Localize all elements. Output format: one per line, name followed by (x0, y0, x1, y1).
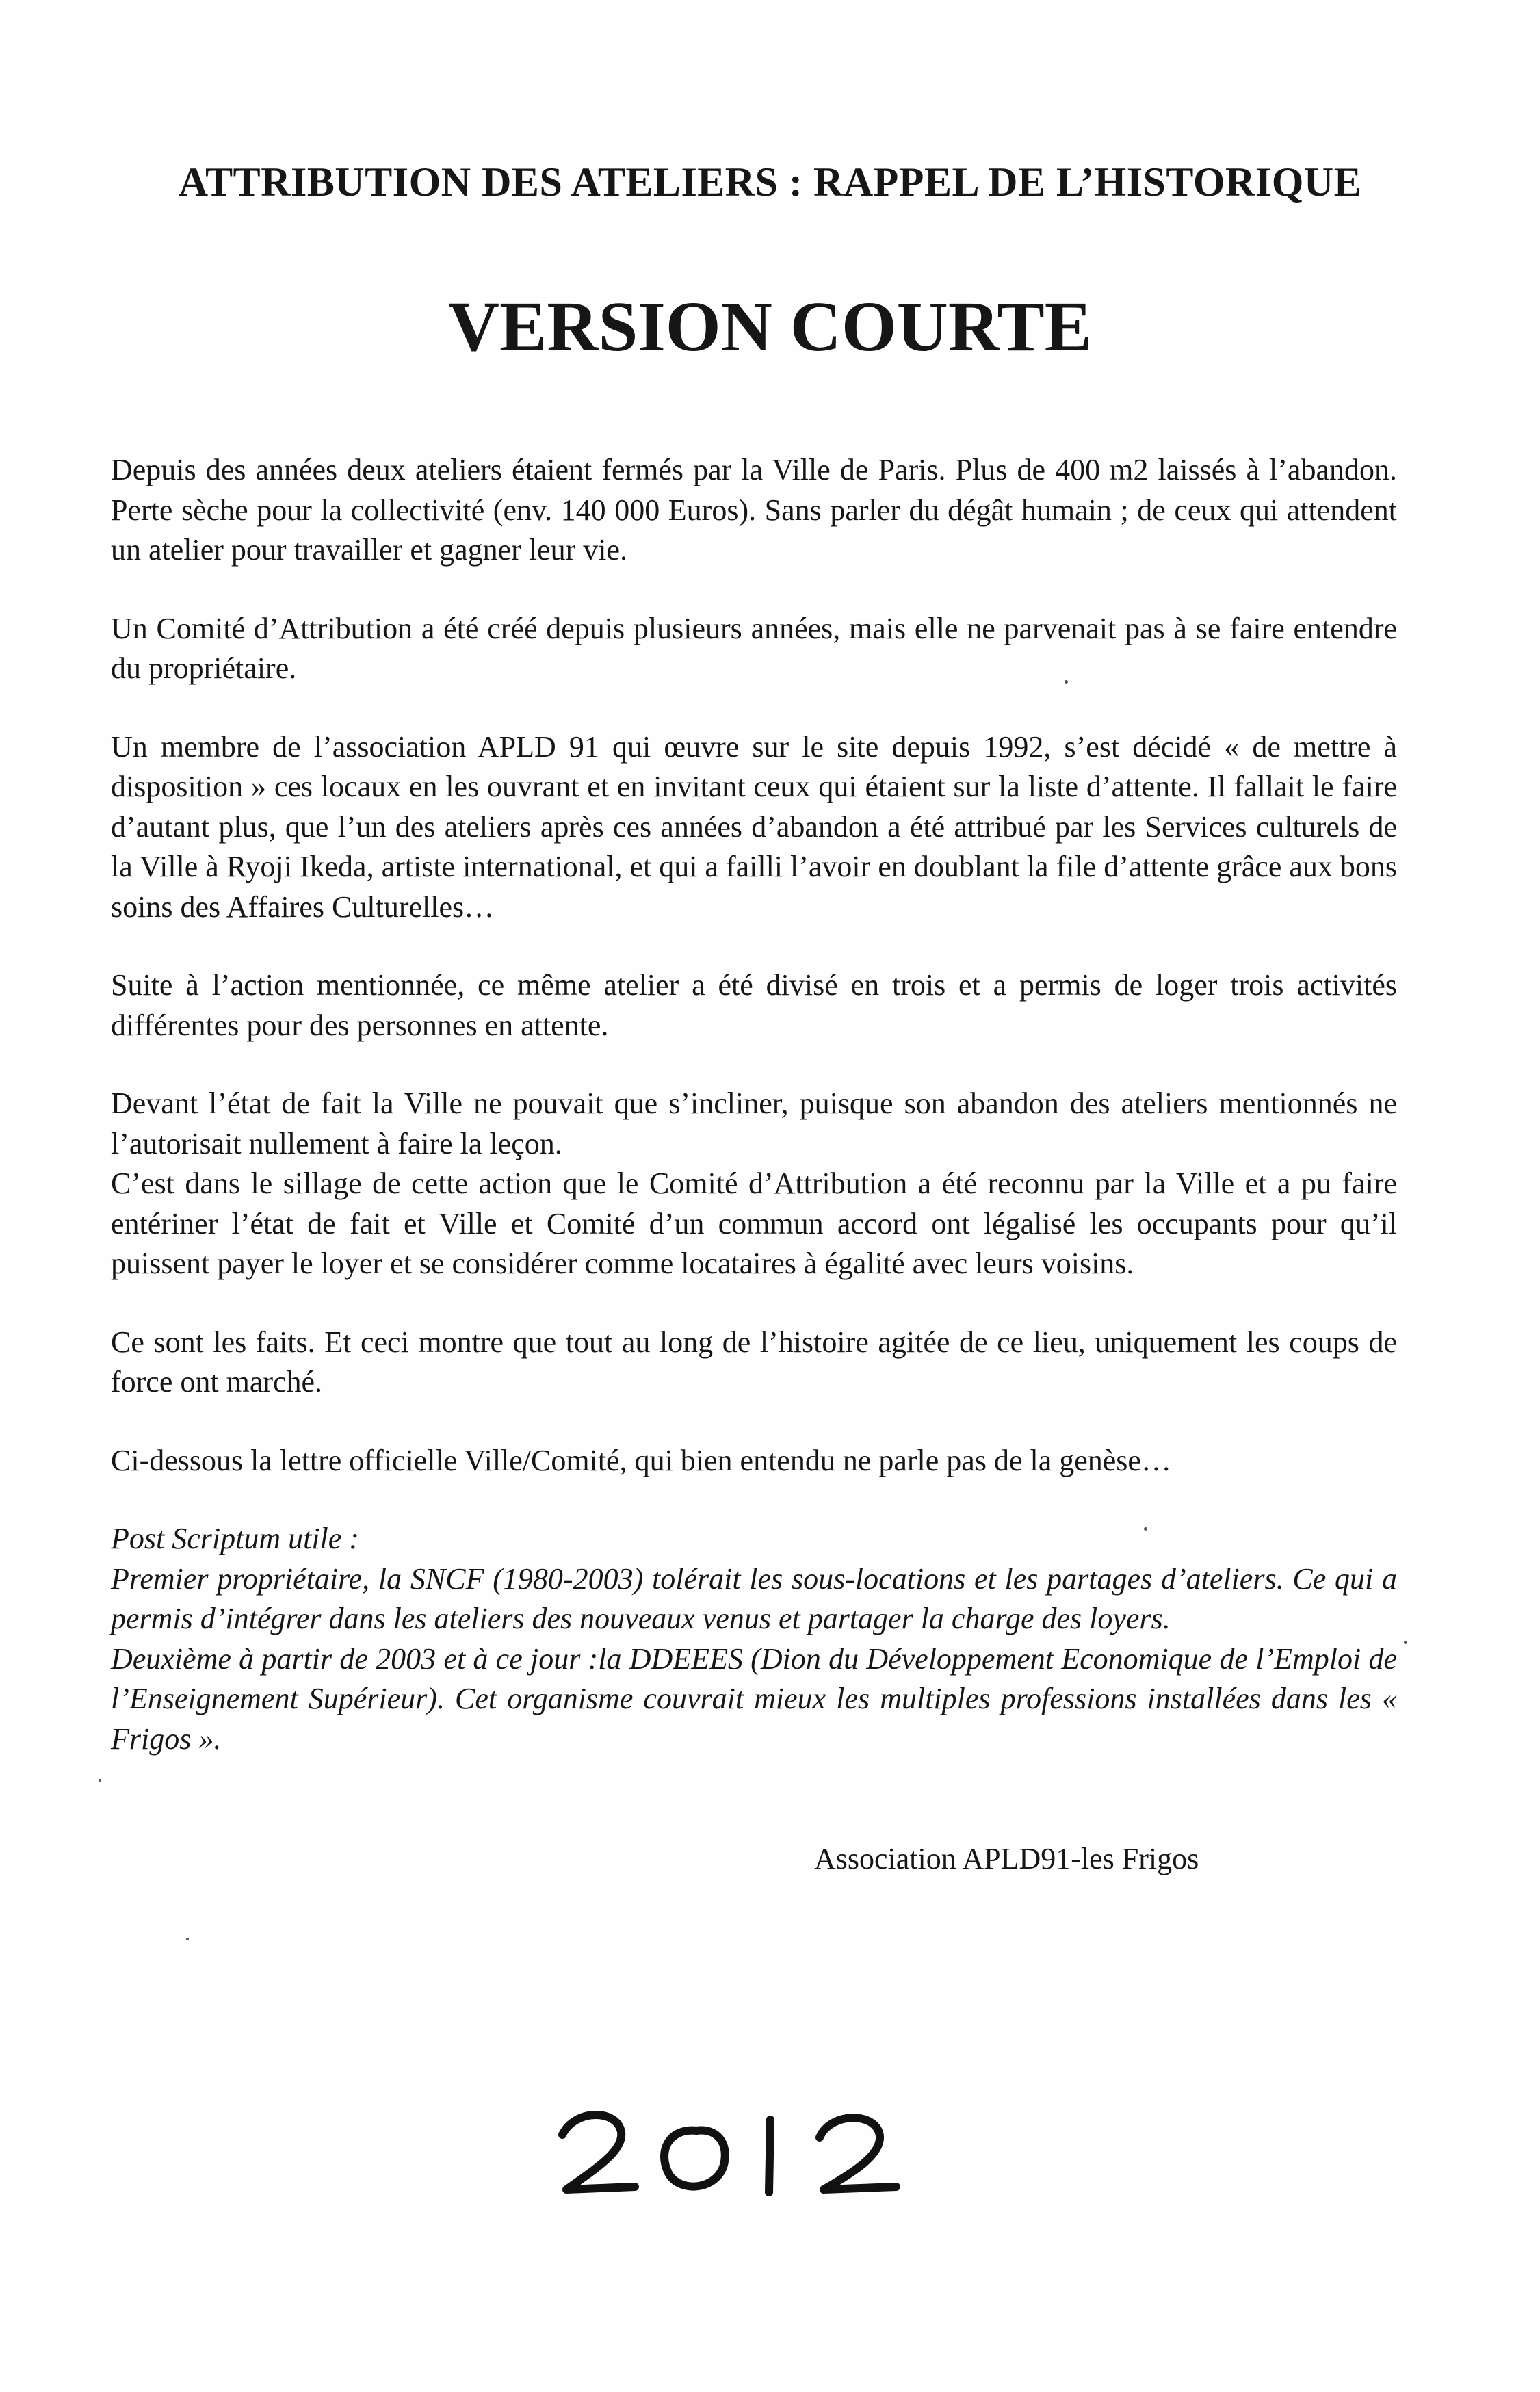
paragraph-faits: Ce sont les faits. Et ceci montre que tout au long de l’histoire agitée de ce lieu, uniquement les coups de force ont marché. (111, 1325, 1397, 1399)
paragraph-sillage: C’est dans le sillage de cette action que le Comité d’Attribution a été reconnu par la Ville et a pu faire entériner l’état de fait et Ville et Comité d’un commun accord ont légalisé les occupants pour qu’il puissent payer le loyer et se considérer comme locataires à égalité avec leurs voisins. (111, 1167, 1397, 1280)
handwritten-year (554, 2094, 924, 2203)
paragraph-lettre: Ci-dessous la lettre officielle Ville/Comité, qui bien entendu ne parle pas de la genèse… (111, 1443, 1171, 1477)
scan-speck (1144, 1527, 1147, 1531)
scan-speck (1404, 1641, 1407, 1644)
handwritten-year-drawing (554, 2094, 924, 2203)
signature: Association APLD91-les Frigos (814, 1842, 1199, 1875)
postscript-heading: Post Scriptum utile : (111, 1522, 359, 1555)
scan-speck (186, 1938, 189, 1940)
paragraph-intro: Depuis des années deux ateliers étaient fermés par la Ville de Paris. Plus de 400 m2 laissés à l’abandon. Perte sèche pour la collectivité (env. 140 000 Euros). Sans parler du dégât humain ; de ceux qui attendent un atelier pour travailler et gagner leur vie. (111, 453, 1397, 567)
scan-speck (99, 1779, 101, 1782)
paragraph-devant: Devant l’état de fait la Ville ne pouvait que s’incliner, puisque son abandon des ateliers mentionnés ne l’autorisait nullement à faire la leçon. (111, 1087, 1397, 1160)
paragraph-apld: Un membre de l’association APLD 91 qui œuvre sur le site depuis 1992, s’est décidé « de mettre à disposition » ces locaux en les ouvrant et en invitant ceux qui étaient sur la liste d’attente. Il fallait le faire d’autant plus, que l’un des ateliers après ces années d’abandon a été attribué par les Services culturels de la Ville à Ryoji Ikeda, artiste international, et qui a failli l’avoir en doublant la file d’attente grâce aux bons soins des Affaires Culturelles… (111, 729, 1398, 924)
postscript-line: Premier propriétaire, la SNCF (1980-2003) tolérait les sous-locations et les partages d’ateliers. Ce qui a permis d’intégrer dans les ateliers des nouveaux venus et partager la charge des loyers. (111, 1561, 1397, 1635)
scan-speck (1065, 680, 1068, 684)
document-title: VERSION COURTE (447, 287, 1093, 366)
paragraph-comite: Un Comité d’Attribution a été créé depuis plusieurs années, mais elle ne parvenait pas à se faire entendre du propriétaire. (111, 611, 1397, 685)
document-body (111, 450, 1397, 1759)
paragraph-suite: Suite à l’action mentionnée, ce même atelier a été divisé en trois et a permis de loger trois activités différentes pour des personnes en attente. (111, 968, 1397, 1042)
postscript-line: Deuxième à partir de 2003 et à ce jour :la DDEEES (Dion du Développement Economique de l’Emploi de l’Enseignement Supérieur). Cet organisme couvrait mieux les multiples professions installées dans les « Frigos ». (111, 1641, 1397, 1756)
document-heading: ATTRIBUTION DES ATELIERS : RAPPEL DE L’HISTORIQUE (178, 159, 1362, 205)
